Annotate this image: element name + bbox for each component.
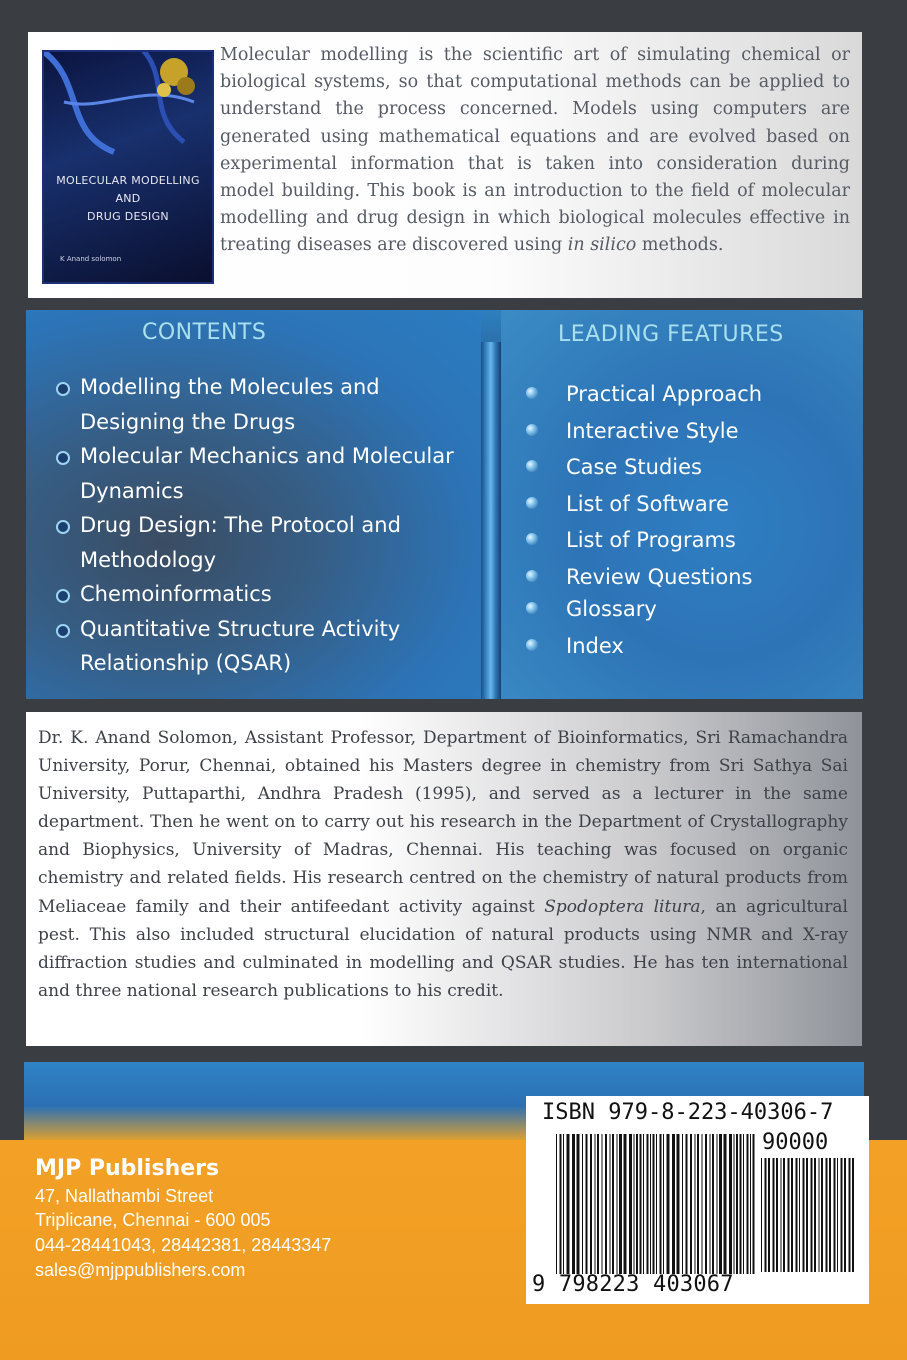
barcode-bar — [761, 1158, 762, 1272]
barcode-bar — [837, 1158, 838, 1272]
barcode-bar — [582, 1134, 583, 1274]
sphere-bullet-icon — [526, 533, 538, 545]
cover-thumbnail — [42, 50, 214, 284]
barcode-bar — [743, 1134, 744, 1274]
barcode-bar — [781, 1158, 782, 1272]
publisher-phone: 044-28441043, 28442381, 28443347 — [35, 1235, 332, 1255]
barcode-bar — [595, 1134, 596, 1274]
barcode-bar — [829, 1158, 831, 1272]
feature-item: Review Questions — [524, 559, 854, 591]
author-bio-italic: Spodoptera litura — [544, 896, 701, 917]
barcode-bar — [686, 1134, 688, 1274]
barcode-bar — [783, 1158, 785, 1272]
barcode-bar — [799, 1158, 800, 1272]
barcode-bar — [776, 1158, 778, 1272]
barcode-bar — [806, 1158, 808, 1272]
book-description — [220, 42, 850, 260]
barcode-bar — [702, 1134, 703, 1274]
feature-item: List of Software — [524, 486, 854, 523]
barcode-bar — [844, 1158, 846, 1272]
barcode-bar — [672, 1134, 675, 1274]
barcode-bar — [634, 1134, 635, 1274]
barcode-bar — [719, 1134, 722, 1274]
barcode-bar — [617, 1134, 618, 1274]
barcode-bar — [765, 1158, 767, 1272]
barcode-bar — [577, 1134, 580, 1274]
contents-item: Chemoinformatics — [56, 577, 476, 612]
barcode-bar — [849, 1158, 851, 1272]
feature-item: Index — [524, 628, 854, 665]
barcode-bar — [636, 1134, 638, 1274]
barcode-bar — [650, 1134, 651, 1274]
barcode-bar — [572, 1134, 575, 1274]
sphere-bullet-icon — [526, 570, 538, 582]
barcode-bar — [710, 1134, 711, 1274]
barcode-bar — [586, 1134, 588, 1274]
barcode-bar — [747, 1134, 749, 1274]
barcode-bar — [814, 1158, 816, 1272]
book-description-text: Molecular modelling is the scientific art of simulating chemical or biological systems, so that computational methods can be applied to understand the process concerned. Models using computers are generated using mathematical equations and are evolved based on experimental information that is taken into consideration during model building. This book is an introduction to the field of molecular modelling and drug design in which biological molecules effective in treating diseases are discovered using — [220, 45, 850, 256]
cover-author: K Anand solomon — [60, 255, 122, 263]
contents-features-panel — [26, 310, 863, 699]
barcode-bar — [697, 1134, 699, 1274]
circle-bullet-icon — [56, 382, 70, 396]
description-panel — [28, 32, 862, 298]
author-bio — [38, 724, 848, 1005]
contents-section — [26, 310, 481, 699]
barcode-bar — [590, 1134, 592, 1274]
publisher-email: sales@mjppublishers.com — [35, 1260, 246, 1280]
barcode-bar — [796, 1158, 798, 1272]
barcode-bar — [740, 1134, 742, 1274]
author-bio-panel — [26, 712, 862, 1046]
column-divider — [481, 342, 501, 699]
author-bio-end: , an agricultural pest. This also included structural elucidation of natural products using NMR and X-ray diffraction studies and culminated in modelling and QSAR studies. He has ten international and three national research publications to his credit. — [38, 896, 848, 1001]
publisher-address-line2: Triplicane, Chennai - 600 005 — [35, 1210, 271, 1230]
contents-item: Drug Design: The Protocol and Methodology — [56, 508, 476, 577]
cover-title — [44, 172, 212, 226]
barcode-bar — [667, 1134, 670, 1274]
contents-item: Molecular Mechanics and Molecular Dynamics — [56, 439, 476, 508]
author-bio-text: Dr. K. Anand Solomon, Assistant Professor, Department of Bioinformatics, Sri Ramachandra University, Porur, Chennai, obtained his Masters degree in chemistry from Sri Sathya Sai University, Puttaparthi, Andhra Pradesh (1995), and served as a lecturer in the same department. Then he went on to carry out his research in the Department of Crystallography and Biophysics, University of Madras, Chennai. His teaching was focused on organic chemistry and related fields. His research centred on the chemistry of natural products from Meliaceae family and their antifeedant activity against — [38, 728, 848, 917]
barcode-bar — [619, 1134, 622, 1274]
feature-item: List of Programs — [524, 522, 854, 559]
barcode-bar — [563, 1134, 564, 1274]
feature-item: Case Studies — [524, 449, 854, 486]
barcode-bar — [753, 1134, 755, 1274]
barcode-bar — [682, 1134, 683, 1274]
barcode-bar — [556, 1134, 557, 1274]
sphere-bullet-icon — [526, 387, 538, 399]
barcode-bar — [663, 1134, 664, 1274]
barcode-bar — [629, 1134, 632, 1274]
barcode-bar — [597, 1134, 599, 1274]
addon-barcode-bars — [761, 1158, 857, 1272]
barcode-bar — [612, 1134, 614, 1274]
barcode-bar — [567, 1134, 570, 1274]
barcode-bar — [819, 1158, 820, 1272]
barcode-bar — [660, 1134, 662, 1274]
feature-item: Interactive Style — [524, 413, 854, 450]
barcode-bar — [640, 1134, 642, 1274]
barcode-bar — [811, 1158, 813, 1272]
barcode-bar — [602, 1134, 603, 1274]
circle-bullet-icon — [56, 451, 70, 465]
circle-bullet-icon — [56, 520, 70, 534]
barcode-bar — [736, 1134, 738, 1274]
barcode-bar — [791, 1158, 793, 1272]
feature-item: Practical Approach — [524, 376, 854, 413]
feature-item: Glossary — [524, 591, 854, 628]
barcode-bar — [695, 1134, 696, 1274]
barcode-bar — [647, 1134, 649, 1274]
barcode-bar — [729, 1134, 732, 1274]
cover-title-line3: DRUG DESIGN — [87, 210, 169, 223]
barcode-bar — [788, 1158, 790, 1272]
barcode-bar — [712, 1134, 714, 1274]
barcode-bar — [724, 1134, 727, 1274]
barcode-bar — [656, 1134, 657, 1274]
barcode-bar — [841, 1158, 843, 1272]
barcode-bar — [717, 1134, 718, 1274]
circle-bullet-icon — [56, 589, 70, 603]
barcode-bar — [605, 1134, 607, 1274]
barcode-bar — [773, 1158, 775, 1272]
sphere-bullet-icon — [526, 639, 538, 651]
book-description-italic: in silico — [567, 235, 637, 256]
features-list — [524, 376, 854, 664]
contents-item: Modelling the Molecules and Designing the Drugs — [56, 370, 476, 439]
barcode-bar — [653, 1134, 655, 1274]
barcode-bar — [821, 1158, 823, 1272]
barcode-bars — [556, 1134, 756, 1274]
barcode-bar — [750, 1134, 751, 1274]
isbn-barcode — [526, 1096, 869, 1304]
barcode-bar — [734, 1134, 735, 1274]
sphere-bullet-icon — [526, 424, 538, 436]
book-description-end: methods. — [636, 235, 724, 256]
barcode-number: 9 798223 403067 — [532, 1272, 734, 1297]
barcode-bar — [643, 1134, 644, 1274]
barcode-bar — [768, 1158, 770, 1272]
isbn-label: ISBN 979-8-223-40306-7 — [542, 1100, 834, 1125]
barcode-bar — [624, 1134, 627, 1274]
barcode-bar — [705, 1134, 707, 1274]
barcode-bar — [677, 1134, 680, 1274]
barcode-bar — [803, 1158, 805, 1272]
contents-item: Quantitative Structure Activity Relationship (QSAR) — [56, 612, 476, 681]
contents-list — [56, 370, 476, 681]
barcode-bar — [826, 1158, 828, 1272]
barcode-bar — [834, 1158, 836, 1272]
sphere-bullet-icon — [526, 497, 538, 509]
cover-title-line2: AND — [115, 192, 141, 205]
barcode-bar — [560, 1134, 562, 1274]
cover-title-line1: MOLECULAR MODELLING — [56, 174, 200, 187]
barcode-bar — [852, 1158, 854, 1272]
circle-bullet-icon — [56, 624, 70, 638]
barcode-bar — [610, 1134, 611, 1274]
sphere-bullet-icon — [526, 602, 538, 614]
barcode-bar — [690, 1134, 692, 1274]
price-addon-label: 90000 — [762, 1130, 829, 1155]
contents-heading: CONTENTS — [142, 320, 267, 345]
sphere-bullet-icon — [526, 460, 538, 472]
publisher-address-line1: 47, Nallathambi Street — [35, 1186, 214, 1206]
publisher-name: MJP Publishers — [35, 1156, 220, 1181]
features-heading: LEADING FEATURES — [558, 322, 784, 347]
